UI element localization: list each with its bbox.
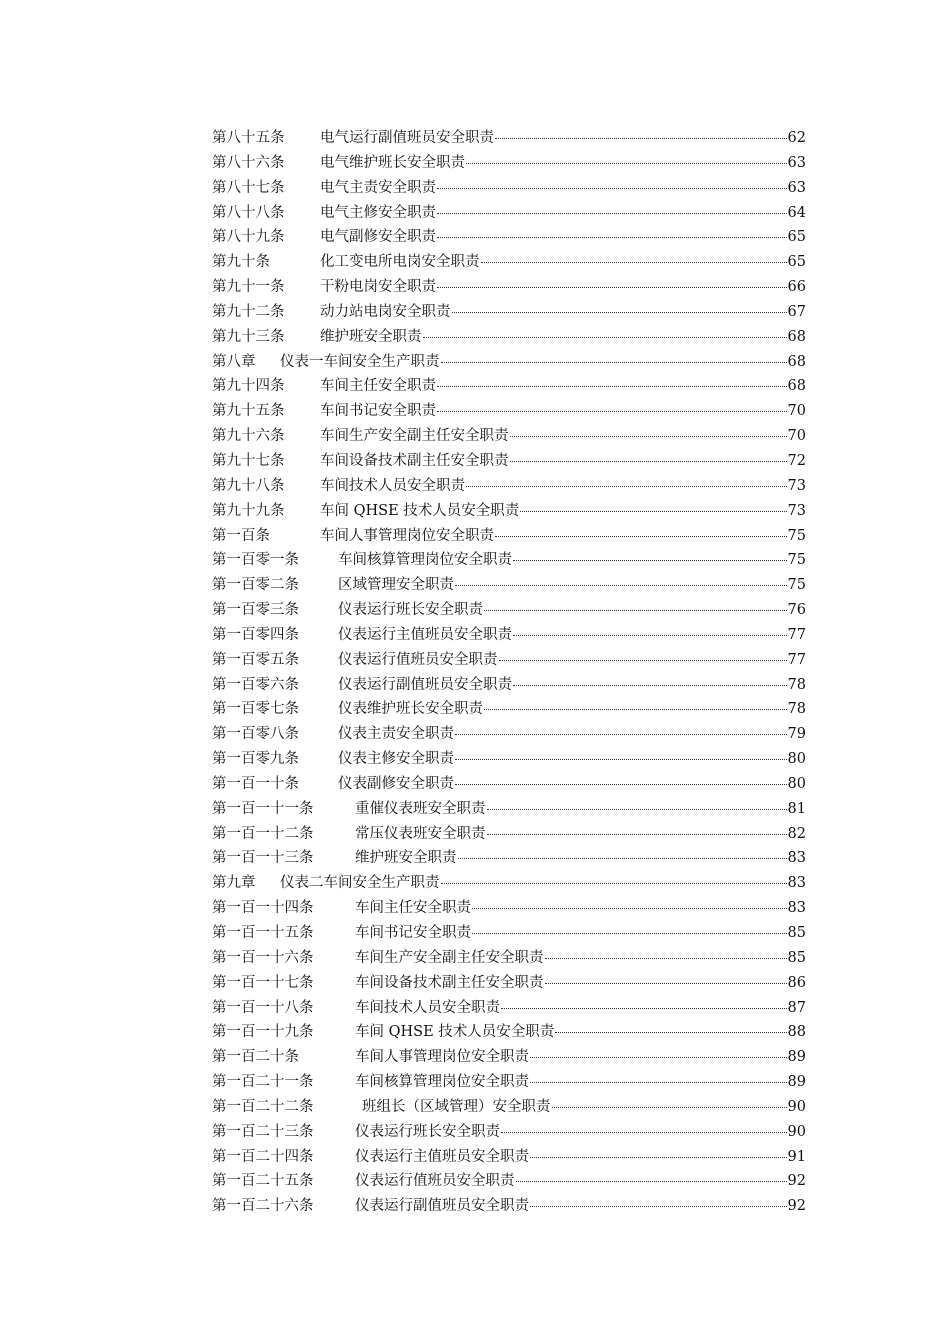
toc-entry-number: 第九十七条 — [212, 452, 285, 469]
toc-entry-page-number: 92 — [787, 1198, 806, 1215]
toc-entry-title: 常压仪表班安全职责 — [355, 825, 486, 842]
toc-entry[interactable] — [212, 524, 806, 549]
toc-entry[interactable] — [212, 548, 806, 573]
toc-entry[interactable] — [212, 871, 806, 896]
toc-entry-number: 第一百一十六条 — [212, 949, 314, 966]
toc-entry-title: 车间人事管理岗位安全职责 — [320, 527, 494, 544]
toc-entry-number: 第一百一十一条 — [212, 800, 314, 817]
toc-entry-page-number: 90 — [787, 1123, 806, 1140]
toc-entry-title: 仪表主责安全职责 — [338, 726, 454, 743]
toc-dot-leader — [452, 312, 787, 313]
toc-entry-page-number: 68 — [787, 378, 806, 395]
toc-entry-page-number: 85 — [787, 925, 806, 941]
toc-entry-number: 第一百二十一条 — [212, 1074, 314, 1091]
toc-dot-leader — [545, 958, 787, 959]
toc-entry-title: 化工变电所电岗安全职责 — [320, 254, 480, 271]
toc-entry-title: 车间书记安全职责 — [355, 925, 471, 941]
toc-entry-page-number: 65 — [787, 229, 806, 246]
toc-entry-title: 仪表一车间安全生产职责 — [280, 353, 440, 370]
toc-dot-leader — [495, 138, 787, 139]
toc-entry-number: 第八十七条 — [212, 179, 285, 196]
toc-entry[interactable] — [212, 772, 806, 797]
toc-entry-title: 仪表运行班长安全职责 — [338, 602, 483, 619]
toc-dot-leader — [487, 809, 787, 810]
toc-entry-number: 第九十九条 — [212, 502, 285, 519]
toc-entry-page-number: 88 — [787, 1024, 806, 1041]
toc-dot-leader — [437, 237, 787, 238]
toc-entry[interactable] — [212, 971, 806, 996]
toc-entry-page-number: 68 — [787, 328, 806, 345]
toc-entry[interactable] — [212, 1145, 806, 1170]
toc-entry-page-number: 65 — [787, 254, 806, 271]
toc-entry-page-number: 85 — [787, 949, 806, 966]
toc-entry[interactable] — [212, 797, 806, 822]
toc-entry-page-number: 75 — [787, 552, 806, 569]
toc-entry-title: 仪表主修安全职责 — [338, 751, 454, 768]
toc-entry-page-number: 79 — [787, 726, 806, 743]
toc-dot-leader — [441, 883, 787, 884]
toc-entry-number: 第九十四条 — [212, 378, 285, 395]
toc-entry[interactable] — [212, 846, 806, 871]
toc-entry-title: 电气主修安全职责 — [320, 204, 436, 221]
toc-entry[interactable] — [212, 996, 806, 1021]
toc-entry-title: 电气主责安全职责 — [320, 179, 436, 196]
toc-entry-page-number: 73 — [787, 502, 806, 519]
toc-dot-leader — [437, 411, 787, 412]
toc-dot-leader — [484, 610, 787, 611]
toc-entry-page-number: 63 — [787, 154, 806, 171]
toc-entry-page-number: 89 — [787, 1049, 806, 1066]
toc-entry[interactable] — [212, 1095, 806, 1120]
toc-entry-title: 仪表副修安全职责 — [338, 775, 454, 792]
toc-entry-number: 第一百一十条 — [212, 775, 299, 792]
toc-dot-leader — [495, 536, 787, 537]
toc-entry-title: 车间主任安全职责 — [320, 378, 436, 395]
toc-entry[interactable] — [212, 350, 806, 375]
toc-entry-page-number: 80 — [787, 751, 806, 768]
toc-entry-title: 电气维护班长安全职责 — [320, 154, 465, 171]
toc-dot-leader — [437, 188, 787, 189]
toc-entry-title: 车间核算管理岗位安全职责 — [355, 1074, 529, 1091]
toc-entry-page-number: 66 — [787, 279, 806, 296]
toc-dot-leader — [530, 1082, 787, 1083]
toc-dot-leader — [555, 1032, 786, 1033]
toc-entry-title: 车间 QHSE 技术人员安全职责 — [355, 1024, 555, 1041]
table-of-contents — [212, 126, 806, 1219]
toc-entry[interactable] — [212, 1120, 806, 1145]
toc-dot-leader — [472, 933, 787, 934]
toc-dot-leader — [530, 1057, 787, 1058]
toc-entry-number: 第一百二十二条 — [212, 1098, 314, 1115]
toc-entry-title: 仪表运行值班员安全职责 — [338, 651, 498, 668]
toc-entry-page-number: 81 — [787, 800, 806, 817]
toc-dot-leader — [501, 1132, 787, 1133]
toc-dot-leader — [516, 1181, 787, 1182]
toc-entry-title: 班组长（区域管理）安全职责 — [362, 1098, 551, 1115]
toc-entry-number: 第一百零五条 — [212, 651, 299, 668]
toc-entry[interactable] — [212, 151, 806, 176]
toc-entry-number: 第一百二十三条 — [212, 1123, 314, 1140]
toc-entry-title: 车间人事管理岗位安全职责 — [355, 1049, 529, 1066]
toc-dot-leader — [481, 262, 787, 263]
toc-entry-number: 第一百零四条 — [212, 626, 299, 643]
toc-entry-page-number: 80 — [787, 775, 806, 792]
toc-entry-number: 第九十六条 — [212, 428, 285, 445]
toc-entry-number: 第一百零八条 — [212, 726, 299, 743]
toc-entry-title: 重催仪表班安全职责 — [355, 800, 486, 817]
toc-dot-leader — [455, 759, 787, 760]
toc-entry-page-number: 68 — [787, 353, 806, 370]
toc-dot-leader — [513, 635, 787, 636]
toc-entry-page-number: 90 — [787, 1098, 806, 1115]
toc-entry-number: 第一百一十三条 — [212, 850, 314, 867]
toc-entry-title: 动力站电岗安全职责 — [320, 303, 451, 320]
toc-entry-number: 第九十一条 — [212, 279, 285, 296]
toc-entry-page-number: 83 — [787, 900, 806, 917]
toc-entry-page-number: 75 — [787, 527, 806, 544]
toc-entry-title: 车间生产安全副主任安全职责 — [355, 949, 544, 966]
toc-dot-leader — [455, 585, 787, 586]
toc-entry-number: 第八十八条 — [212, 204, 285, 221]
toc-entry-page-number: 86 — [787, 974, 806, 991]
toc-entry-page-number: 77 — [787, 651, 806, 668]
toc-entry[interactable] — [212, 300, 806, 325]
toc-dot-leader — [437, 287, 787, 288]
toc-entry-number: 第一百零七条 — [212, 701, 299, 718]
toc-entry-title: 仪表运行主值班员安全职责 — [338, 626, 512, 643]
toc-entry[interactable] — [212, 126, 806, 151]
toc-dot-leader — [437, 386, 787, 387]
toc-entry-number: 第八十六条 — [212, 154, 285, 171]
toc-entry-page-number: 64 — [787, 204, 806, 221]
toc-dot-leader — [520, 511, 786, 512]
toc-entry-page-number: 63 — [787, 179, 806, 196]
toc-entry-title: 仪表运行主值班员安全职责 — [355, 1148, 529, 1165]
toc-entry-page-number: 75 — [787, 577, 806, 594]
toc-entry[interactable] — [212, 499, 806, 524]
toc-entry[interactable] — [212, 673, 806, 698]
toc-entry[interactable] — [212, 623, 806, 648]
toc-entry-number: 第一百零九条 — [212, 751, 299, 768]
toc-entry-number: 第一百一十七条 — [212, 974, 314, 991]
toc-entry-page-number: 89 — [787, 1074, 806, 1091]
toc-entry-number: 第九十二条 — [212, 303, 285, 320]
toc-entry-title: 电气运行副值班员安全职责 — [320, 130, 494, 146]
toc-dot-leader — [455, 784, 787, 785]
toc-entry-number: 第一百一十八条 — [212, 999, 314, 1016]
toc-dot-leader — [458, 858, 787, 859]
toc-entry-page-number: 78 — [787, 676, 806, 693]
toc-dot-leader — [466, 486, 787, 487]
toc-entry[interactable] — [212, 1045, 806, 1070]
toc-entry-number: 第八章 — [212, 353, 256, 370]
toc-entry-title: 电气副修安全职责 — [320, 229, 436, 246]
toc-entry[interactable] — [212, 399, 806, 424]
toc-entry-number: 第一百二十四条 — [212, 1148, 314, 1165]
toc-dot-leader — [530, 1157, 787, 1158]
toc-entry-title: 干粉电岗安全职责 — [320, 279, 436, 296]
toc-entry[interactable] — [212, 1070, 806, 1095]
toc-entry-page-number: 83 — [787, 850, 806, 867]
toc-dot-leader — [499, 660, 787, 661]
toc-entry[interactable] — [212, 176, 806, 201]
toc-entry-title: 区域管理安全职责 — [338, 577, 454, 594]
toc-entry-title: 车间核算管理岗位安全职责 — [338, 552, 512, 569]
toc-entry-page-number: 72 — [787, 452, 806, 469]
toc-entry[interactable] — [212, 449, 806, 474]
toc-entry[interactable] — [212, 598, 806, 623]
toc-entry-page-number: 62 — [787, 130, 806, 146]
toc-entry[interactable] — [212, 474, 806, 499]
toc-entry-title: 仪表运行副值班员安全职责 — [355, 1198, 529, 1215]
toc-entry-title: 维护班安全职责 — [355, 850, 457, 867]
toc-entry-number: 第一百二十六条 — [212, 1198, 314, 1215]
toc-entry-page-number: 73 — [787, 477, 806, 494]
toc-entry-page-number: 70 — [787, 428, 806, 445]
toc-entry[interactable] — [212, 424, 806, 449]
toc-dot-leader — [552, 1107, 787, 1108]
toc-entry-page-number: 91 — [787, 1148, 806, 1165]
toc-dot-leader — [466, 163, 787, 164]
toc-dot-leader — [484, 709, 787, 710]
toc-entry-page-number: 76 — [787, 602, 806, 619]
toc-entry-title: 车间书记安全职责 — [320, 403, 436, 420]
toc-entry-number: 第一百二十条 — [212, 1049, 299, 1066]
toc-entry-number: 第八十九条 — [212, 229, 285, 246]
toc-entry[interactable] — [212, 250, 806, 275]
toc-entry-page-number: 67 — [787, 303, 806, 320]
toc-dot-leader — [530, 1206, 787, 1207]
toc-entry-title: 仪表运行值班员安全职责 — [355, 1173, 515, 1190]
toc-dot-leader — [423, 337, 787, 338]
toc-entry[interactable] — [212, 1169, 806, 1194]
toc-dot-leader — [510, 436, 787, 437]
toc-entry-number: 第九十条 — [212, 254, 270, 271]
toc-entry-title: 仪表维护班长安全职责 — [338, 701, 483, 718]
toc-entry-number: 第一百零二条 — [212, 577, 299, 594]
toc-entry[interactable] — [212, 946, 806, 971]
toc-entry-page-number: 70 — [787, 403, 806, 420]
toc-entry[interactable] — [212, 325, 806, 350]
toc-dot-leader — [487, 834, 787, 835]
toc-dot-leader — [472, 908, 787, 909]
toc-entry-title: 车间主任安全职责 — [355, 900, 471, 917]
toc-entry-number: 第一百零三条 — [212, 602, 299, 619]
toc-entry[interactable] — [212, 722, 806, 747]
toc-entry[interactable] — [212, 1020, 806, 1045]
toc-entry-number: 第九十三条 — [212, 328, 285, 345]
toc-dot-leader — [545, 983, 787, 984]
toc-entry[interactable] — [212, 697, 806, 722]
toc-dot-leader — [510, 461, 787, 462]
toc-entry-page-number: 82 — [787, 825, 806, 842]
toc-entry-number: 第一百一十五条 — [212, 925, 314, 941]
toc-entry-number: 第一百一十二条 — [212, 825, 314, 842]
toc-entry-title: 仪表二车间安全生产职责 — [280, 875, 440, 892]
toc-entry-title: 车间设备技术副主任安全职责 — [320, 452, 509, 469]
toc-entry-title: 仪表运行副值班员安全职责 — [338, 676, 512, 693]
toc-dot-leader — [437, 213, 787, 214]
toc-entry-page-number: 77 — [787, 626, 806, 643]
toc-entry[interactable] — [212, 225, 806, 250]
toc-entry[interactable] — [212, 747, 806, 772]
toc-entry-title: 维护班安全职责 — [320, 328, 422, 345]
toc-entry[interactable] — [212, 201, 806, 226]
toc-dot-leader — [513, 685, 787, 686]
toc-dot-leader — [513, 560, 787, 561]
toc-entry[interactable] — [212, 1194, 806, 1219]
toc-entry-number: 第九十五条 — [212, 403, 285, 420]
toc-entry-title: 车间设备技术副主任安全职责 — [355, 974, 544, 991]
toc-entry-page-number: 83 — [787, 875, 806, 892]
toc-entry-number: 第八十五条 — [212, 130, 285, 146]
toc-entry-title: 车间技术人员安全职责 — [320, 477, 465, 494]
toc-entry-number: 第一百零六条 — [212, 676, 299, 693]
toc-entry-page-number: 78 — [787, 701, 806, 718]
toc-entry[interactable] — [212, 275, 806, 300]
toc-entry-page-number: 87 — [787, 999, 806, 1016]
toc-entry[interactable] — [212, 921, 806, 946]
toc-entry-number: 第一百零一条 — [212, 552, 299, 569]
toc-entry-title: 车间技术人员安全职责 — [355, 999, 500, 1016]
toc-entry-page-number: 92 — [787, 1173, 806, 1190]
toc-dot-leader — [441, 362, 787, 363]
toc-entry[interactable] — [212, 374, 806, 399]
toc-entry-title: 仪表运行班长安全职责 — [355, 1123, 500, 1140]
toc-dot-leader — [501, 1008, 787, 1009]
toc-entry-number: 第一百一十四条 — [212, 900, 314, 917]
toc-entry[interactable] — [212, 896, 806, 921]
toc-entry-title: 车间生产安全副主任安全职责 — [320, 428, 509, 445]
toc-dot-leader — [455, 734, 787, 735]
toc-entry[interactable] — [212, 648, 806, 673]
toc-entry-number: 第一百一十九条 — [212, 1024, 314, 1041]
toc-entry[interactable] — [212, 573, 806, 598]
toc-entry-number: 第一百条 — [212, 527, 270, 544]
toc-entry[interactable] — [212, 822, 806, 847]
toc-entry-number: 第一百二十五条 — [212, 1173, 314, 1190]
toc-entry-number: 第九章 — [212, 875, 256, 892]
toc-entry-title: 车间 QHSE 技术人员安全职责 — [320, 502, 520, 519]
toc-entry-number: 第九十八条 — [212, 477, 285, 494]
